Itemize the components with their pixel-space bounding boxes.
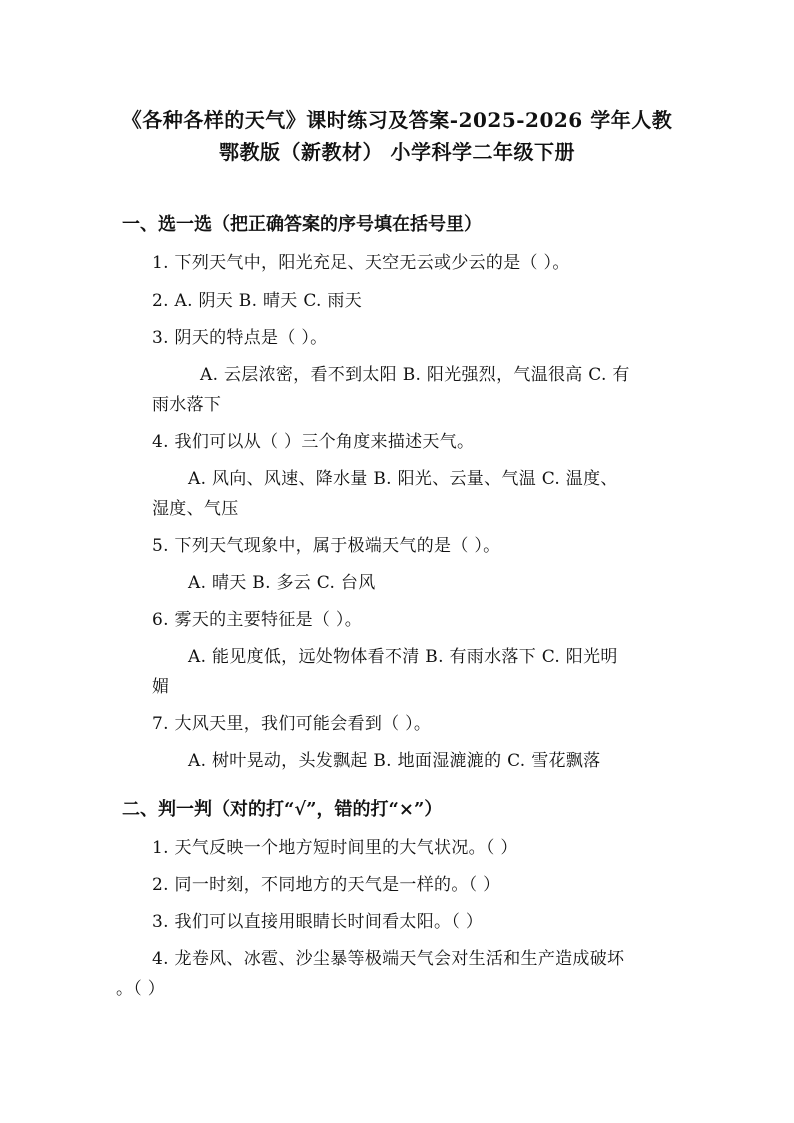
section2-heading: 二、判一判（对的打“√”，错的打“×”） bbox=[122, 799, 443, 820]
question-6-options: A. 能见度低，远处物体看不清 B. 有雨水落下 C. 阳光明 bbox=[188, 647, 618, 667]
document-title-line1: 《各种各样的天气》课时练习及答案-2025-2026 学年人教 bbox=[121, 108, 673, 132]
judge-question-3: 3. 我们可以直接用眼睛长时间看太阳。（ ） bbox=[152, 912, 484, 932]
question-4-options-wrap: 湿度、气压 bbox=[152, 499, 239, 519]
question-7-options: A. 树叶晃动，头发飘起 B. 地面湿漉漉的 C. 雪花飘落 bbox=[188, 751, 601, 771]
section1-heading: 一、选一选（把正确答案的序号填在括号里） bbox=[122, 214, 482, 235]
question-3: 3. 阴天的特点是（ ）。 bbox=[152, 328, 328, 348]
question-6-options-wrap: 媚 bbox=[152, 677, 170, 697]
question-5-options: A. 晴天 B. 多云 C. 台风 bbox=[188, 573, 376, 593]
question-2: 2. A. 阴天 B. 晴天 C. 雨天 bbox=[152, 291, 363, 311]
question-5: 5. 下列天气现象中，属于极端天气的是（ ）。 bbox=[152, 536, 501, 556]
judge-question-2: 2. 同一时刻，不同地方的天气是一样的。（ ） bbox=[152, 875, 501, 895]
question-6: 6. 雾天的主要特征是（ ）。 bbox=[152, 610, 363, 630]
question-3-options-wrap: 雨水落下 bbox=[152, 395, 222, 415]
question-1: 1. 下列天气中，阳光充足、天空无云或少云的是（ ）。 bbox=[152, 253, 570, 273]
question-4: 4. 我们可以从（ ）三个角度来描述天气。 bbox=[152, 432, 475, 452]
document-title-line2: 鄂教版（新教材） 小学科学二年级下册 bbox=[219, 140, 575, 164]
question-4-options: A. 风向、风速、降水量 B. 阳光、云量、气温 C. 温度、 bbox=[188, 469, 618, 489]
judge-question-1: 1. 天气反映一个地方短时间里的大气状况。（ ） bbox=[152, 838, 518, 858]
question-3-options: A. 云层浓密，看不到太阳 B. 阳光强烈，气温很高 C. 有 bbox=[200, 365, 630, 385]
judge-question-4: 4. 龙卷风、冰雹、沙尘暴等极端天气会对生活和生产造成破坏 bbox=[152, 949, 625, 969]
judge-question-4-wrap: 。（ ） bbox=[116, 979, 166, 999]
question-7: 7. 大风天里，我们可能会看到（ ）。 bbox=[152, 714, 432, 734]
